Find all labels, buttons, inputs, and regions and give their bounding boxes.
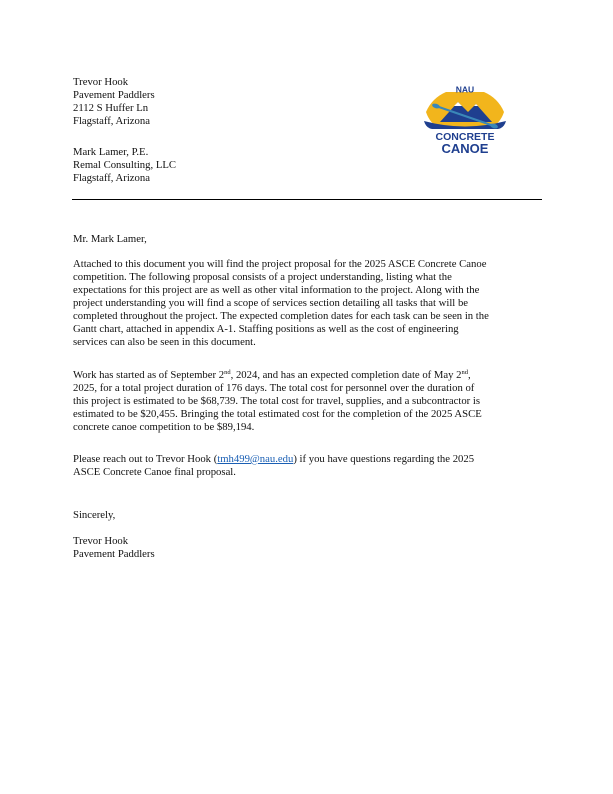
sender-address [73,76,155,128]
sender-street: 2112 S Huffer Ln [73,102,149,114]
text-run: , 2024, and has an expected completion date of May 2 [230,369,462,381]
logo-line1: CONCRETE [435,131,495,143]
signature-name: Trevor Hook [73,535,129,547]
paragraph-line: project understanding you will find a scope of services section detailing all tasks that will be [73,297,469,309]
logo-line2: CANOE [441,141,489,156]
paragraph-line: 2025, for a total project duration of 176 days. The total cost for personnel over the duration of [73,382,475,394]
recipient-address [73,146,176,185]
sender-company: Pavement Paddlers [73,89,155,101]
recipient-city: Flagstaff, Arizona [73,172,150,184]
paragraph-line: concrete canoe competition to be $89,194. [73,421,255,433]
recipient-company: Remal Consulting, LLC [73,159,177,171]
signature-block [73,535,155,561]
closing: Sincerely, [73,509,116,521]
paragraph-line [73,369,549,382]
text-run: , [468,369,471,381]
text-run: Work has started as of September 2 [73,369,225,381]
nau-concrete-canoe-logo [418,84,512,156]
logo-top-text: NAU [455,84,475,95]
paragraph-line: Gantt chart, attached in appendix A-1. Staffing positions as well as the cost of engineering [73,323,459,335]
superscript: nd [461,369,469,376]
sender-city: Flagstaff, Arizona [73,115,150,127]
email-link[interactable]: tmh499@nau.edu [217,453,294,465]
paragraph-line: services can also be seen in this document. [73,336,256,348]
signature-company: Pavement Paddlers [73,548,155,560]
paragraph-line: estimated to be $20,455. Bringing the total estimated cost for the completion of the 2025 ASCE [73,408,482,420]
paragraph-line: Attached to this document you will find the project proposal for the 2025 ASCE Concrete Canoe [73,258,487,270]
paragraph-contact [73,453,549,479]
logo-emblem [424,85,506,130]
paragraph-line: completed throughout the project. The expected completion dates for each task can be seen in the [73,310,489,322]
salutation: Mr. Mark Lamer, [73,233,147,245]
text-run: Please reach out to Trevor Hook ( [73,453,218,465]
sender-name: Trevor Hook [73,76,129,88]
superscript: nd [224,369,231,376]
paragraph-line [73,453,549,466]
text-run: ) if you have questions regarding the 2025 [293,453,475,465]
recipient-name: Mark Lamer, P.E. [73,146,149,158]
header-divider [72,199,542,200]
paragraph-intro [73,258,549,349]
paragraph-line: this project is estimated to be $68,739. The total cost for travel, supplies, and a subcontractor is [73,395,481,407]
paragraph-schedule-cost [73,369,549,434]
paragraph-line: competition. The following proposal consists of a project understanding, listing what the [73,271,452,283]
paragraph-line: ASCE Concrete Canoe final proposal. [73,466,236,478]
paragraph-line: expectations for this project are as well as other vital information to the project. Along with the [73,284,480,296]
